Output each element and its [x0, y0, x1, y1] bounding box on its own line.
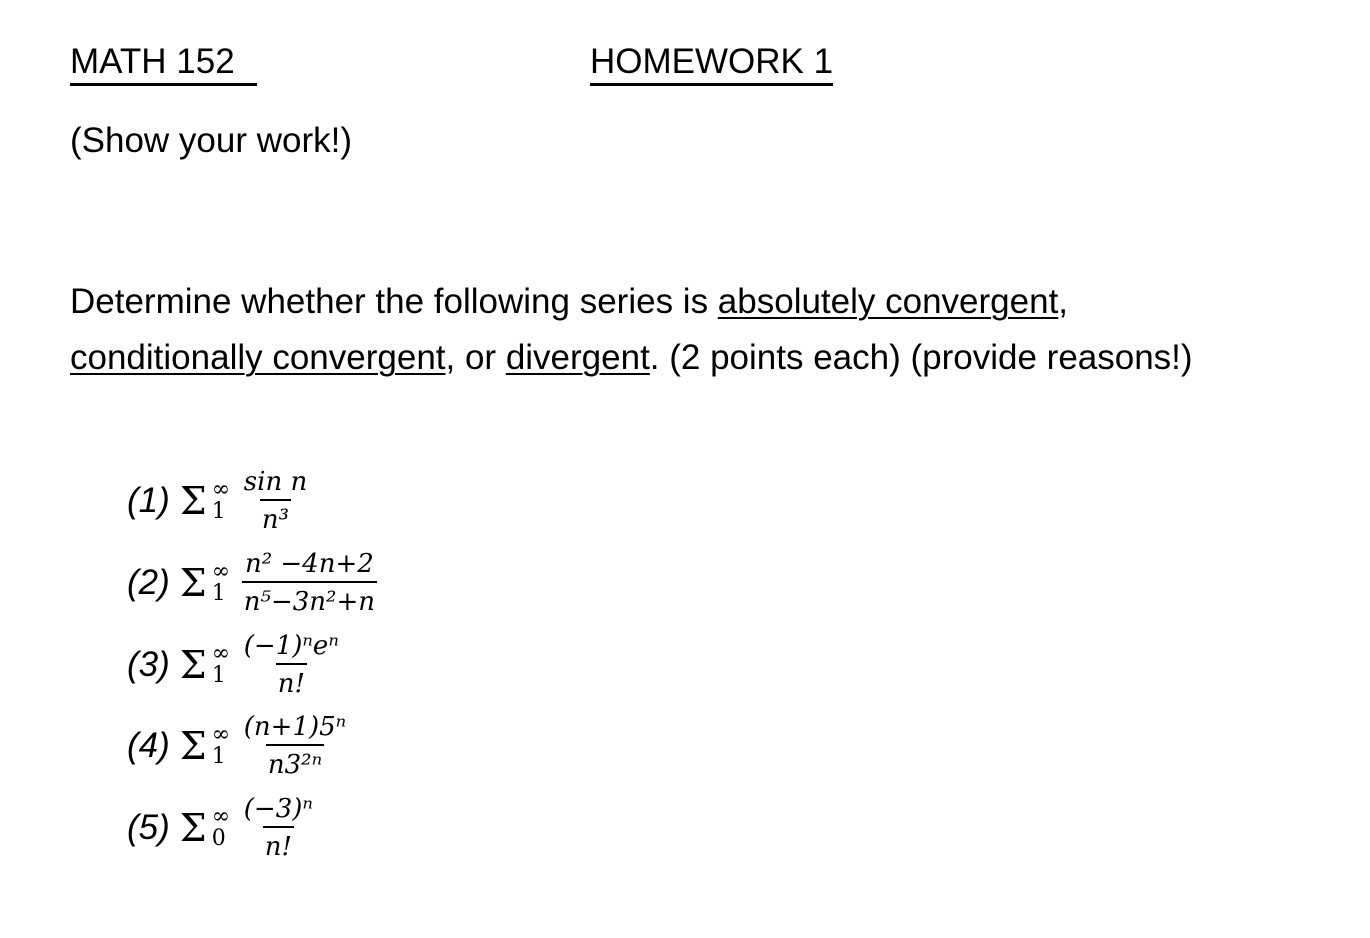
numerator: (−3)ⁿ [243, 794, 313, 824]
instructions-intro: Determine whether the following series is [70, 282, 718, 321]
denominator: n! [276, 663, 307, 699]
numerator: (n+1)5ⁿ [243, 712, 347, 742]
instructions-paragraph [70, 274, 1250, 386]
denominator: n³ [260, 499, 291, 535]
sigma-symbol: Σ [179, 643, 207, 687]
numerator: (−1)ⁿeⁿ [243, 631, 339, 661]
homework-heading [590, 42, 833, 86]
problem-label: (3) [127, 645, 170, 684]
summation [180, 635, 242, 695]
lower-limit: 1 [211, 744, 226, 769]
fraction [242, 794, 315, 862]
upper-limit: ∞ [211, 804, 231, 829]
lower-limit: 1 [211, 499, 226, 524]
fraction [242, 712, 348, 780]
denominator: n! [263, 826, 294, 862]
instructions-sep1: , [1058, 282, 1069, 321]
problem-1 [127, 461, 309, 541]
problem-3 [127, 625, 341, 705]
sigma-symbol: Σ [179, 724, 207, 768]
instructions-outro: . (2 points each) (provide reasons!) [649, 338, 1193, 377]
fraction [242, 467, 309, 535]
problem-5 [127, 788, 315, 868]
option-conditionally-convergent: conditionally convergent [70, 338, 446, 377]
lower-limit: 0 [211, 826, 226, 851]
denominator: n⁵−3n²+n [242, 581, 377, 617]
sigma-symbol: Σ [179, 806, 207, 850]
summation [180, 471, 242, 531]
sigma-symbol: Σ [179, 561, 207, 605]
upper-limit: ∞ [211, 641, 231, 666]
summation [180, 798, 242, 858]
summation [180, 553, 242, 613]
lower-limit: 1 [211, 581, 226, 606]
upper-limit: ∞ [211, 722, 231, 747]
option-absolutely-convergent: absolutely convergent [717, 282, 1059, 321]
summation [180, 716, 242, 776]
problem-label: (1) [127, 481, 170, 520]
course-heading [70, 42, 257, 86]
problem-label: (4) [127, 726, 170, 765]
fraction [242, 549, 377, 617]
problem-2 [127, 543, 377, 623]
fraction [242, 631, 341, 699]
denominator: n3²ⁿ [266, 744, 324, 780]
sigma-symbol: Σ [179, 479, 207, 523]
numerator: sin n [243, 467, 308, 497]
numerator: n² −4n+2 [244, 549, 374, 579]
problem-label: (5) [127, 808, 170, 847]
upper-limit: ∞ [211, 477, 231, 502]
problem-4 [127, 706, 348, 786]
problem-label: (2) [127, 563, 170, 602]
homework-title: HOMEWORK 1 [590, 42, 833, 86]
option-divergent: divergent [505, 338, 650, 377]
upper-limit: ∞ [211, 559, 231, 584]
lower-limit: 1 [211, 663, 226, 688]
show-work-note: (Show your work!) [70, 121, 353, 160]
course-title: MATH 152 [70, 42, 257, 86]
instructions-sep2: , or [445, 338, 506, 377]
